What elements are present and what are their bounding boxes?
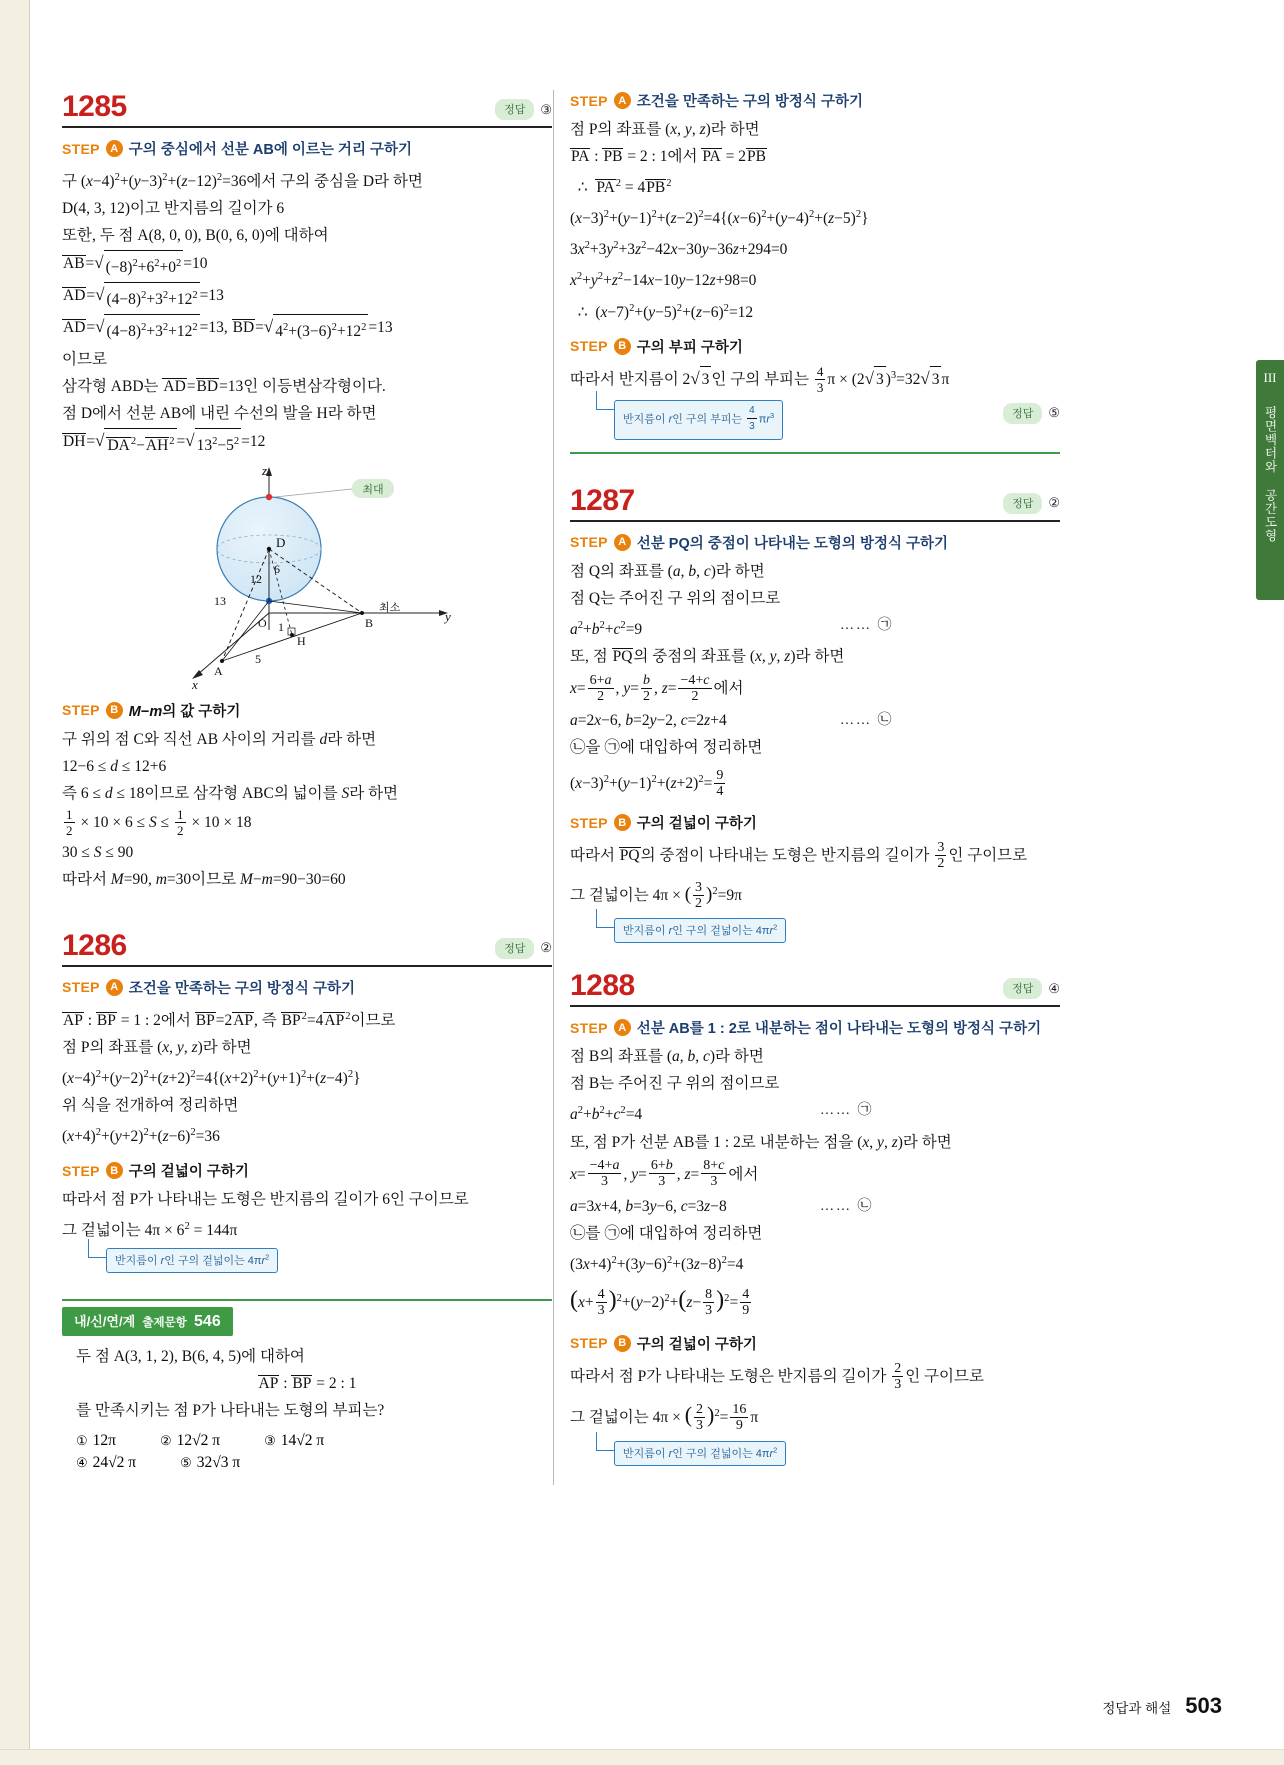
step-a-1286b xyxy=(570,90,1060,111)
choice-item[interactable] xyxy=(76,1454,136,1472)
equation-ref: …… ㉠ xyxy=(840,617,894,633)
solution-line: 위 식을 전개하여 정리하면 xyxy=(62,1097,239,1115)
page-left-edge xyxy=(0,0,30,1765)
step-bubble: A xyxy=(106,979,123,996)
solution-line: a=3x+4, b=3y−6, c=3z−8 …… ㉡ xyxy=(570,1194,1060,1220)
note-text: 반지름이 r인 구의 부피는 $\frac{4}{3}$ $\pi r^3$ xyxy=(614,400,783,440)
section-tag: 내/신/연/계 출제문항 546 xyxy=(62,1307,233,1336)
solution-line: 그 겉넓이는 $4\pi \times 6^2 = 144\pi$ xyxy=(62,1221,238,1240)
column-divider xyxy=(553,90,554,1485)
solution-line: 따라서 점 P가 나타내는 도형은 반지름의 길이가 $\frac{2}{3}$ 인 구이므로 xyxy=(570,1360,984,1392)
solution-line: 즉 6 ≤ d ≤ 18이므로 삼각형 ABC의 넓이를 S라 하면 xyxy=(62,784,399,802)
step-b-1287 xyxy=(570,812,1060,833)
page-bottom-edge xyxy=(0,1749,1284,1765)
formula-note-1287 xyxy=(614,918,1060,943)
internal-section xyxy=(62,1299,552,1472)
solution-line: ㉡을 ㉠에 대입하여 정리하면 xyxy=(570,739,763,757)
step-bubble: B xyxy=(106,702,123,719)
section-tag-word-4: 계 xyxy=(122,1314,136,1330)
answer-pill-label: 정답 xyxy=(1003,493,1042,514)
formula-note-1286 xyxy=(106,1248,552,1273)
choice-mark: ③ xyxy=(264,1433,276,1449)
formula-note-1288 xyxy=(614,1441,1060,1466)
step-word: STEP xyxy=(570,92,608,109)
svg-text:A: A xyxy=(214,663,223,678)
solution-line: 그 겉넓이는 4π × ( $\frac{3}{2}$ )$^2$=9π xyxy=(570,880,742,912)
answer-pill-label: 정답 xyxy=(1003,978,1042,999)
problem-heading-1285 xyxy=(62,90,552,128)
solution-line: 점 Q는 주어진 구 위의 점이므로 xyxy=(570,589,781,607)
solution-line: 따라서 반지름이 2 √ 3 인 구의 부피는 $\frac{4}{3}$ π × (2 √ 3 )$^3$=32 √ 3 π xyxy=(570,363,950,395)
solution-line: 또, 점 P가 선분 AB를 1 : 2로 내분하는 점을 (x, y, z)라 하면 xyxy=(570,1133,952,1151)
svg-text:13: 13 xyxy=(214,593,226,608)
solution-line: $a^2+b^2+c^2=4$ …… ㉠ xyxy=(570,1098,1060,1128)
choice-mark: ① xyxy=(76,1433,88,1449)
solution-line: PA : PB = 2 : 1에서 PA = 2PB xyxy=(571,148,766,165)
svg-text:최대: 최대 xyxy=(362,483,384,496)
choice-item[interactable] xyxy=(180,1454,240,1472)
step-title: 구의 겉넓이 구하기 xyxy=(636,1336,757,1353)
step-bubble: B xyxy=(614,1335,631,1352)
chapter-roman-numeral: III xyxy=(1263,370,1277,385)
section-tag-word-1: 내 xyxy=(74,1314,87,1330)
step-a-1285 xyxy=(62,138,552,159)
step-b-1286b xyxy=(570,336,1060,357)
note-arm xyxy=(596,909,614,928)
solution-line: 점 P의 좌표를 (x, y, z)라 하면 xyxy=(62,1038,252,1056)
problem-heading-1288 xyxy=(570,969,1060,1007)
answer-value: ② xyxy=(1048,495,1060,511)
step-word: STEP xyxy=(570,534,608,551)
svg-text:최소: 최소 xyxy=(379,601,401,614)
step-bubble: B xyxy=(614,814,631,831)
solution-line: 또, 점 PQ의 중점의 좌표를 (x, y, z)라 하면 xyxy=(570,648,845,666)
step-word: STEP xyxy=(62,1162,100,1179)
svg-text:y: y xyxy=(445,608,451,624)
solution-line: AD= √ $(4-8)^2+3^2+12^2$ =13 xyxy=(62,282,552,313)
note-arm xyxy=(88,1239,106,1258)
section-rule xyxy=(62,1299,552,1301)
section-tag-number: 546 xyxy=(194,1313,221,1331)
step-bubble: A xyxy=(614,534,631,551)
page-left-margin xyxy=(30,0,38,1765)
heading-rule xyxy=(570,520,1060,522)
answer-pill-label: 정답 xyxy=(1003,403,1042,424)
step-bubble: A xyxy=(614,1019,631,1036)
solution-line: $a^2+b^2+c^2=9$ …… ㉠ xyxy=(570,613,1060,643)
problem-number: 1287 xyxy=(570,483,635,517)
solution-line: $(x+4)^2+(y+2)^2+(z-6)^2=36$ xyxy=(62,1127,220,1146)
problem-number: 1285 xyxy=(62,90,127,123)
heading-rule xyxy=(62,126,552,128)
answer-badge xyxy=(495,938,552,959)
solution-line: 12−6 ≤ d ≤ 12+6 xyxy=(62,757,167,775)
sphere-figure-1285 xyxy=(62,465,532,690)
step-a-1287 xyxy=(570,532,1060,553)
equation-ref: …… ㉠ xyxy=(820,1103,874,1119)
step-bubble: A xyxy=(106,140,123,157)
choice-mark: ④ xyxy=(76,1455,88,1471)
page-footer xyxy=(1102,1693,1222,1719)
choice-row-2 xyxy=(62,1454,552,1472)
answer-badge xyxy=(1003,978,1060,999)
heading-rule xyxy=(62,965,552,967)
svg-text:x: x xyxy=(192,676,198,690)
step-title: 조건을 만족하는 구의 방정식 구하기 xyxy=(636,94,863,110)
solution-line: (x+ $\frac{4}{3}$ )$^2+(y-2)^2+(z-$ $\frac{8}{3}$ )$^2$= $\frac{4}{9}$ xyxy=(570,1286,750,1318)
step-bubble: A xyxy=(614,92,631,109)
solution-line: 따라서 M=90, m=30이므로 M−m=90−30=60 xyxy=(62,870,346,888)
step-word: STEP xyxy=(570,1335,608,1352)
step-title: 구의 겉넓이 구하기 xyxy=(128,1164,249,1181)
section-tag-word-3: 연 xyxy=(106,1314,119,1330)
solution-line: x= $\frac{6+a}{2}$ , y= $\frac{b}{2}$ , z= $\frac{-4+c}{2}$ 에서 xyxy=(570,672,744,704)
choice-text: 12π xyxy=(92,1432,116,1450)
answer-badge xyxy=(1003,493,1060,514)
svg-text:D: D xyxy=(276,534,286,550)
solution-line: 점 Q의 좌표를 (a, b, c)라 하면 xyxy=(570,562,765,580)
note-text: 반지름이 r인 구의 겉넓이는 $4\pi r^2$ xyxy=(614,918,786,943)
step-word: STEP xyxy=(570,1019,608,1036)
answer-badge xyxy=(495,99,552,120)
problem-heading-1287 xyxy=(570,484,1060,522)
solution-line: 또한, 두 점 A(8, 0, 0), B(0, 6, 0)에 대하여 xyxy=(62,227,329,245)
step-title: 구의 중심에서 선분 AB에 이르는 거리 구하기 xyxy=(128,142,412,158)
svg-text:z: z xyxy=(262,464,268,478)
svg-text:5: 5 xyxy=(255,651,261,666)
note-arm xyxy=(596,1432,614,1451)
step-word: STEP xyxy=(62,702,100,719)
solution-line: 삼각형 ABD는 AD=BD=13인 이등변삼각형이다. xyxy=(62,377,386,395)
note-text: 반지름이 r인 구의 겉넓이는 $4\pi r^2$ xyxy=(614,1441,786,1466)
choice-mark: ⑤ xyxy=(180,1455,192,1471)
solution-line: x= $\frac{-4+a}{3}$ , y= $\frac{6+b}{3}$ , z= $\frac{8+c}{3}$ 에서 xyxy=(570,1158,759,1190)
step-word: STEP xyxy=(62,979,100,996)
solution-line: ∴ $PA^2 = 4PB^2$ xyxy=(570,178,672,197)
solution-line: 따라서 점 P가 나타내는 도형은 반지름의 길이가 6인 구이므로 xyxy=(62,1191,469,1209)
step-title: 구의 부피 구하기 xyxy=(636,339,743,356)
step-title: 구의 겉넓이 구하기 xyxy=(636,816,757,833)
svg-text:12: 12 xyxy=(250,571,262,586)
answer-value: ⑤ xyxy=(1048,405,1060,421)
solution-line: 점 B는 주어진 구 위의 점이므로 xyxy=(570,1075,780,1093)
svg-text:6: 6 xyxy=(274,561,280,576)
note-text: 반지름이 r인 구의 겉넓이는 $4\pi r^2$ xyxy=(106,1248,278,1273)
problem-number: 1286 xyxy=(62,928,127,962)
step-title: 선분 AB를 1 : 2로 내분하는 점이 나타내는 도형의 방정식 구하기 xyxy=(636,1021,1042,1038)
figure-svg xyxy=(62,465,532,690)
step-title: 선분 PQ의 중점이 나타내는 도형의 방정식 구하기 xyxy=(636,535,949,552)
choice-item[interactable] xyxy=(160,1432,220,1450)
page-number: 503 xyxy=(1185,1693,1222,1718)
footer-label: 정답과 해설 xyxy=(1102,1701,1172,1716)
section-tag-word-2: 신 xyxy=(90,1314,103,1330)
solution-line: D(4, 3, 12)이고 반지름의 길이가 6 xyxy=(62,200,285,218)
solution-line: ㉡를 ㉠에 대입하여 정리하면 xyxy=(570,1224,763,1242)
solution-line: AP : BP = 1 : 2에서 BP=2AP, 즉 $BP^2=4AP^2$이므로 xyxy=(63,1010,396,1029)
step-b-1288 xyxy=(570,1333,1060,1354)
right-column xyxy=(570,90,1060,1474)
svg-text:O: O xyxy=(258,615,267,630)
answer-badge xyxy=(1003,403,1060,424)
step-word: STEP xyxy=(570,814,608,831)
solution-line: 점 P의 좌표를 (x, y, z)라 하면 xyxy=(570,121,760,138)
chapter-side-tab xyxy=(1256,360,1284,600)
step-bubble: B xyxy=(106,1162,123,1179)
answer-pill-label: 정답 xyxy=(495,938,534,959)
solution-line: AD= √ $(4-8)^2+3^2+12^2$ =13, BD= √ $4^2+(3-6)^2+12^2$ =13 xyxy=(62,314,552,345)
solution-line: $\frac{1}{2}$ × 10 × 6 ≤ S ≤ $\frac{1}{2}$ × 10 × 18 xyxy=(66,806,252,838)
solution-line: 따라서 PQ의 중점이 나타내는 도형은 반지름의 길이가 $\frac{3}{2}$ 인 구이므로 xyxy=(570,840,1028,872)
solution-line: a=2x−6, b=2y−2, c=2z+4 …… ㉡ xyxy=(570,708,1060,734)
solution-line: $x^2+y^2+z^2-14x-10y-12z+98=0$ xyxy=(570,271,757,290)
answer-value: ③ xyxy=(540,101,552,117)
solution-line: 이므로 xyxy=(62,350,107,368)
chapter-title-vertical: 평면벡터와 공간도형 xyxy=(1263,406,1277,543)
step-b-1285 xyxy=(62,700,552,721)
answer-value: ② xyxy=(540,940,552,956)
problem-number: 1288 xyxy=(570,969,635,1003)
solution-line: 구 위의 점 C와 직선 AB 사이의 거리를 d라 하면 xyxy=(62,730,377,748)
answer-pill-label: 정답 xyxy=(495,99,534,120)
formula-note-1286b xyxy=(614,400,1060,440)
choice-text: 14√2 π xyxy=(280,1432,325,1450)
answer-value: ④ xyxy=(1048,980,1060,996)
step-word: STEP xyxy=(570,338,608,355)
solution-line: DH= √ $DA^2-AH^2$ = √ $13^2-5^2$ =12 xyxy=(62,428,552,459)
svg-text:1: 1 xyxy=(278,619,284,634)
solution-line: $(x-3)^2+(y-1)^2+(z-2)^2=4\{(x-6)^2+(y-4)^2+(z-5)^2\}$ xyxy=(570,209,869,228)
section-tag-label: 출제문항 xyxy=(142,1317,187,1330)
solution-line: 점 B의 좌표를 (a, b, c)라 하면 xyxy=(570,1048,764,1066)
solution-line: AB= √ $(-8)^2+6^2+0^2$ =10 xyxy=(62,250,552,281)
left-column xyxy=(62,90,552,1472)
choice-item[interactable] xyxy=(76,1432,116,1450)
equation-ref: …… ㉡ xyxy=(840,713,894,729)
choice-text: 12√2 π xyxy=(176,1432,221,1450)
step-b-1286 xyxy=(62,1160,552,1181)
choice-row-1 xyxy=(62,1432,552,1450)
equation-ref: …… ㉡ xyxy=(820,1198,874,1214)
step-title: M−m의 값 구하기 xyxy=(128,703,241,720)
step-word: STEP xyxy=(62,140,100,157)
choice-text: 24√2 π xyxy=(92,1454,137,1472)
step-title: 조건을 만족하는 구의 방정식 구하기 xyxy=(128,980,355,997)
solution-line: ∴ $(x-7)^2+(y-5)^2+(z-6)^2=12$ xyxy=(570,302,754,321)
choice-item[interactable] xyxy=(264,1432,324,1450)
solution-line: $3x^2+3y^2+3z^2-42x-30y-36z+294=0$ xyxy=(570,240,788,259)
solution-line: 그 겉넓이는 4π × ( $\frac{2}{3}$ )$^2$= $\frac{16}{9}$ π xyxy=(570,1401,759,1433)
solution-line: 점 D에서 선분 AB에 내린 수선의 발을 H라 하면 xyxy=(62,404,377,422)
solution-line: $(3x+4)^2+(3y-6)^2+(3z-8)^2=4$ xyxy=(570,1254,744,1273)
choice-text: 32√3 π xyxy=(196,1454,241,1472)
step-bubble: B xyxy=(614,338,631,355)
solution-line: 30 ≤ S ≤ 90 xyxy=(62,843,134,861)
step-a-1286 xyxy=(62,977,552,998)
note-arm xyxy=(596,391,614,410)
choice-mark: ② xyxy=(159,1433,172,1449)
svg-text:H: H xyxy=(297,633,306,648)
solution-line: $(x-4)^2+(y-2)^2+(z+2)^2=4\{(x+2)^2+(y+1)^2+(z-4)^2\}$ xyxy=(62,1068,361,1088)
question-line: 를 만족시키는 점 P가 나타내는 도형의 부피는? xyxy=(76,1402,385,1420)
question-line: AP : BP = 2 : 1 xyxy=(258,1375,357,1393)
problem-heading-1286 xyxy=(62,929,552,967)
question-line: 두 점 A(3, 1, 2), B(6, 4, 5)에 대하여 xyxy=(76,1348,305,1366)
solution-line: 구 $(x-4)^2+(y-3)^2+(z-12)^2=36$에서 구의 중심을 D라 하면 xyxy=(62,172,423,191)
heading-rule xyxy=(570,1005,1060,1007)
section-end-rule xyxy=(570,452,1060,454)
step-a-1288 xyxy=(570,1017,1060,1038)
svg-text:B: B xyxy=(365,615,374,630)
solution-line: $(x-3)^2+(y-1)^2+(z+2)^2=$ $\frac{9}{4}$ xyxy=(570,768,724,800)
